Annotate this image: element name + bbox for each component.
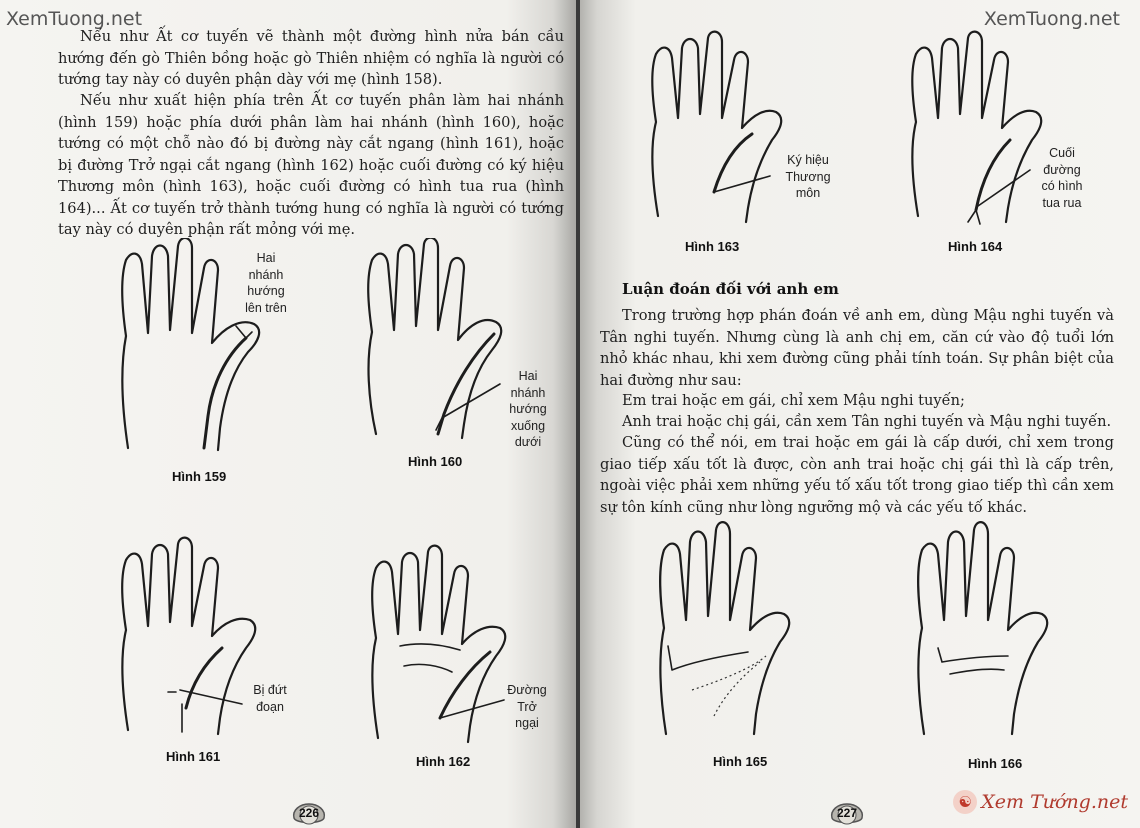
yin-yang-icon: ☯ [953, 790, 977, 814]
caption-166: Hình 166 [968, 756, 1023, 771]
caption-163: Hình 163 [685, 239, 740, 254]
caption-159: Hình 159 [172, 469, 227, 484]
paragraph-6: Cũng có thể nói, em trai hoặc em gái là cấp dưới, chỉ xem trong giao tiếp xấu tốt là được, còn anh trai hoặc chị gái thì là cấp trên, ngoài việc phải xem những yếu tố xấu tốt trong giao tiếp thì cần xem sự tôn kính cũng như lòng ngưỡng mộ và các yếu tố khác. [600, 434, 1114, 516]
note-159: Hai nhánh hướng lên trên [245, 251, 287, 315]
site-logo [953, 790, 1128, 814]
logo-text: Xem Tướng.net [981, 791, 1128, 813]
caption-164: Hình 164 [948, 239, 1003, 254]
caption-165: Hình 165 [713, 754, 768, 769]
caption-161: Hình 161 [166, 749, 221, 764]
paragraph-5: Anh trai hoặc chị gái, cần xem Tân nghi tuyến và Mậu nghi tuyến. [622, 413, 1112, 430]
note-160: Hai nhánh hướng xuống dưới [509, 369, 547, 449]
hand-figure-166 [910, 520, 1060, 744]
hand-figure-164 [902, 30, 1052, 230]
paragraph-3: Trong trường hợp phán đoán về anh em, dùng Mậu nghi tuyến và Tân nghi tuyến. Nhưng cùng là anh chị em, căn cứ vào độ tuổi lớn nhỏ khác nhau, khi xem đường cũng phải tính toán. Sự phân biệt của hai đường như sau: [600, 307, 1114, 389]
note-161: Bị đứt đoạn [253, 683, 287, 714]
note-164: Cuối đường có hình tua rua [1041, 146, 1083, 210]
hand-figure-160 [352, 238, 522, 448]
note-162: Đường Trở ngại [507, 683, 547, 730]
caption-162: Hình 162 [416, 754, 471, 769]
hand-figure-163 [642, 30, 792, 230]
caption-160: Hình 160 [408, 454, 463, 469]
hand-figure-161 [110, 536, 270, 740]
note-163: Ký hiệu Thương môn [785, 153, 831, 200]
watermark-left: XemTuong.net [6, 8, 143, 30]
right-page [580, 0, 1140, 828]
paragraph-1: Nếu như Ất cơ tuyến vẽ thành một đường hình nửa bán cầu hướng đến gò Thiên bồng hoặc gò Thiên nhiệm có nghĩa là người có tướng tay này có duyên phận dày với mẹ (hình 158). [58, 28, 564, 88]
page-number-227: 227 [828, 800, 866, 826]
section-heading: Luận đoán đối với anh em [622, 280, 839, 298]
hand-figure-165 [652, 520, 802, 744]
paragraph-2: Nếu như xuất hiện phía trên Ất cơ tuyến phân làm hai nhánh (hình 159) hoặc phía dưới phân làm hai nhánh (hình 160), hoặc tướng có một chỗ nào đó bị đường này cắt ngang (hình 161), hoặc bị đường Trở ngại cắt ngang (hình 162) hoặc cuối đường có ký hiệu Thương môn (hình 163), hoặc cuối đường có hình tua rua (hình 164)... Ất cơ tuyến trở thành tướng hung có nghĩa là người có tướng tay này có duyên phận rất mỏng với mẹ. [58, 92, 564, 238]
watermark-right: XemTuong.net [983, 8, 1120, 30]
paragraph-4: Em trai hoặc em gái, chỉ xem Mậu nghi tuyến; [622, 392, 965, 409]
hand-figure-162 [360, 542, 520, 750]
page-number-226: 226 [290, 800, 328, 826]
